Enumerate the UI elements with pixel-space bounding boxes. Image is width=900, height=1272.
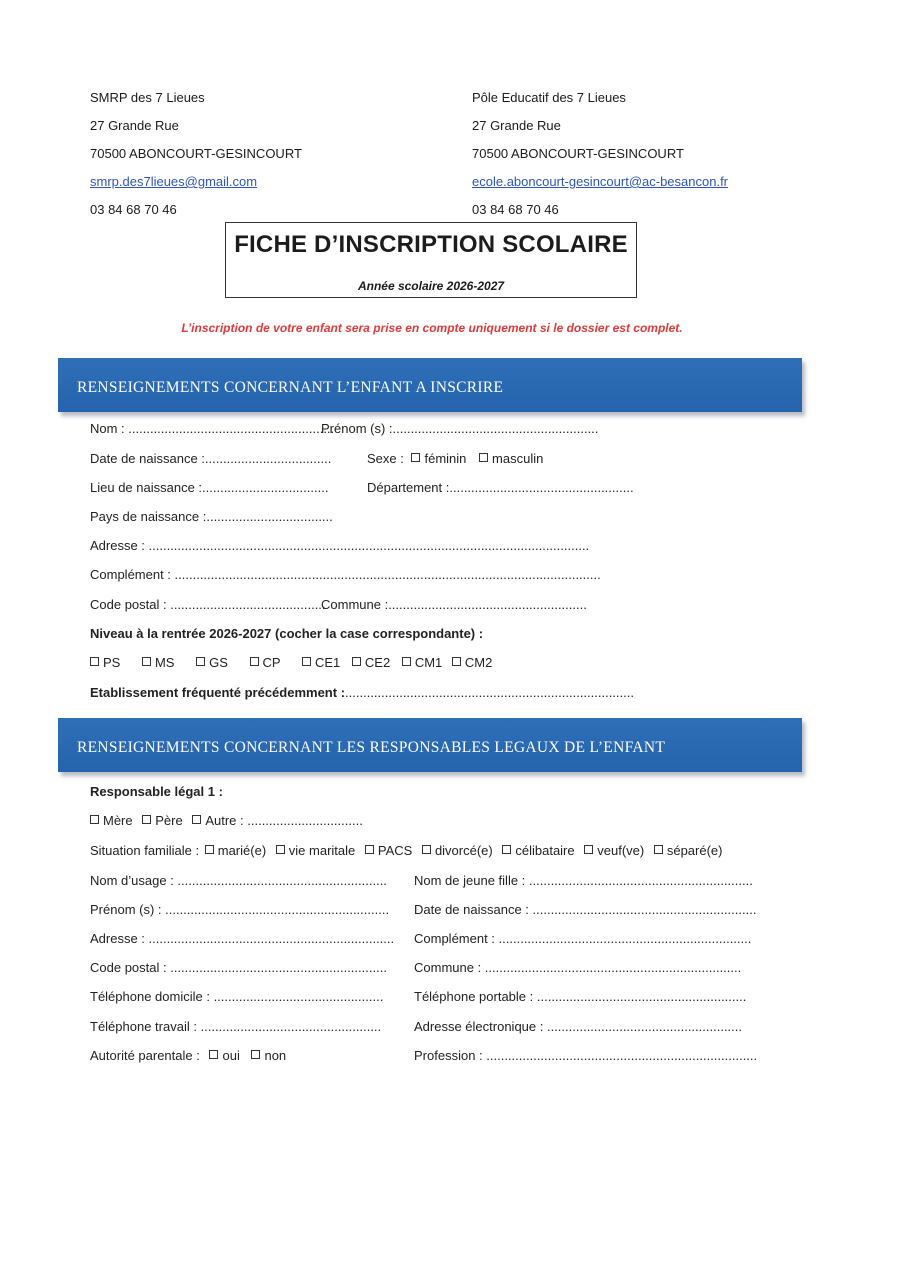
checkbox-ms[interactable] <box>142 657 151 666</box>
guardian-profession-field[interactable]: Profession : ........................................................................... <box>414 1048 758 1063</box>
child-prenom-field[interactable]: Prénom (s) :......................................................... <box>321 421 599 436</box>
relation-autre: Autre : ................................ <box>205 813 363 828</box>
checkbox-gs[interactable] <box>196 657 205 666</box>
level-cp: CP <box>262 655 281 670</box>
checkbox-cm1[interactable] <box>402 657 411 666</box>
checkbox-vie-maritale[interactable] <box>276 845 285 854</box>
checkbox-autre[interactable] <box>192 815 201 824</box>
status-divorce: divorcé(e) <box>434 843 493 858</box>
guardian-birthdate-field[interactable]: Date de naissance : .............................................................. <box>414 902 757 917</box>
child-commune-field[interactable]: Commune :....................................................... <box>321 597 587 612</box>
page-title: FICHE D’INSCRIPTION SCOLAIRE <box>234 231 628 258</box>
family-status-label: Situation familiale : <box>90 843 200 858</box>
checkbox-masculin[interactable] <box>479 453 488 462</box>
child-birthplace-field[interactable]: Lieu de naissance :................................... <box>90 480 329 495</box>
guardian-commune-field[interactable]: Commune : ....................................................................... <box>414 960 742 975</box>
checkbox-pere[interactable] <box>142 815 151 824</box>
school-year: Année scolaire 2026-2027 <box>357 279 505 293</box>
previous-school-field[interactable] <box>90 685 634 700</box>
previous-school-label: Etablissement fréquenté précédemment : <box>90 685 346 700</box>
parental-authority-label: Autorité parentale : <box>90 1048 200 1063</box>
guardian-postcode-field[interactable]: Code postal : ............................................................ <box>90 960 387 975</box>
checkbox-ce1[interactable] <box>302 657 311 666</box>
status-pacs: PACS <box>377 843 413 858</box>
checkbox-cm2[interactable] <box>452 657 461 666</box>
child-department-field[interactable]: Département :................................................... <box>367 480 634 495</box>
authority-non: non <box>264 1048 287 1063</box>
level-ce2: CE2 <box>364 655 391 670</box>
section-child-heading: RENSEIGNEMENTS CONCERNANT L’ENFANT A INSCRIRE <box>77 379 504 396</box>
level-options <box>90 655 492 670</box>
checkbox-ce2[interactable] <box>352 657 361 666</box>
left-org-name: SMRP des 7 Lieues <box>90 90 205 105</box>
level-cm2: CM2 <box>464 655 493 670</box>
child-birthdate-field[interactable]: Date de naissance :................................... <box>90 451 332 466</box>
level-ce1: CE1 <box>314 655 341 670</box>
relation-options <box>90 813 363 828</box>
left-street: 27 Grande Rue <box>90 118 179 133</box>
guardian-address-field[interactable]: Adresse : .................................................................... <box>90 931 395 946</box>
checkbox-veuf[interactable] <box>584 845 593 854</box>
sex-label: Sexe : <box>367 451 404 466</box>
right-street: 27 Grande Rue <box>472 118 561 133</box>
sex-f-label: féminin <box>424 451 467 466</box>
level-label: Niveau à la rentrée 2026-2027 (cocher la case correspondante) : <box>90 626 484 641</box>
child-complement-field[interactable]: Complément : ...................................................................................................................... <box>90 567 601 582</box>
guardian-complement-field[interactable]: Complément : ...................................................................... <box>414 931 752 946</box>
title-box <box>225 222 637 298</box>
guardian-usage-name-field[interactable]: Nom d’usage : .......................................................... <box>90 873 387 888</box>
checkbox-divorce[interactable] <box>422 845 431 854</box>
checkbox-marie[interactable] <box>205 845 214 854</box>
guardian-email-field[interactable]: Adresse électronique : ...................................................... <box>414 1019 743 1034</box>
completeness-notice: L’inscription de votre enfant sera prise en compte uniquement si le dossier est complet. <box>181 321 683 335</box>
level-ms: MS <box>154 655 175 670</box>
guardian-mobile-phone-field[interactable]: Téléphone portable : .......................................................... <box>414 989 747 1004</box>
sex-m-label: masculin <box>492 451 544 466</box>
guardian-home-phone-field[interactable]: Téléphone domicile : ............................................... <box>90 989 384 1004</box>
level-ps: PS <box>103 655 121 670</box>
authority-oui: oui <box>222 1048 240 1063</box>
checkbox-oui[interactable] <box>209 1050 218 1059</box>
level-gs: GS <box>209 655 228 670</box>
relation-pere: Père <box>155 813 183 828</box>
level-cm1: CM1 <box>414 655 443 670</box>
section-guardians-banner <box>58 718 802 772</box>
right-phone: 03 84 68 70 46 <box>472 202 559 217</box>
parental-authority-group <box>90 1048 286 1063</box>
status-separe: séparé(e) <box>666 843 723 858</box>
checkbox-ps[interactable] <box>90 657 99 666</box>
child-birthcountry-field[interactable]: Pays de naissance :................................... <box>90 509 333 524</box>
checkbox-feminin[interactable] <box>411 453 420 462</box>
checkbox-celibataire[interactable] <box>502 845 511 854</box>
guardian1-label: Responsable légal 1 : <box>90 784 223 799</box>
family-status-options <box>90 843 722 858</box>
guardian-prenom-field[interactable]: Prénom (s) : .............................................................. <box>90 902 390 917</box>
right-city: 70500 ABONCOURT-GESINCOURT <box>472 146 684 161</box>
left-phone: 03 84 68 70 46 <box>90 202 177 217</box>
checkbox-mere[interactable] <box>90 815 99 824</box>
guardian-maiden-name-field[interactable]: Nom de jeune fille : .............................................................. <box>414 873 753 888</box>
child-sex-group <box>367 451 543 466</box>
child-address-field[interactable]: Adresse : .......................................................................................................................... <box>90 538 590 553</box>
status-vie-maritale: vie maritale <box>288 843 356 858</box>
guardian-work-phone-field[interactable]: Téléphone travail : .................................................. <box>90 1019 382 1034</box>
checkbox-separe[interactable] <box>654 845 663 854</box>
status-celibataire: célibataire <box>515 843 575 858</box>
status-marie: marié(e) <box>217 843 267 858</box>
checkbox-pacs[interactable] <box>365 845 374 854</box>
checkbox-non[interactable] <box>251 1050 260 1059</box>
section-child-banner <box>58 358 802 412</box>
right-org-name: Pôle Educatif des 7 Lieues <box>472 90 626 105</box>
section-guardians-heading: RENSEIGNEMENTS CONCERNANT LES RESPONSABLES LEGAUX DE L’ENFANT <box>77 739 666 756</box>
left-city: 70500 ABONCOURT-GESINCOURT <box>90 146 302 161</box>
child-nom-field[interactable]: Nom : ......................................................... <box>90 421 335 436</box>
left-email-link[interactable]: smrp.des7lieues@gmail.com <box>90 174 258 189</box>
right-email-link[interactable]: ecole.aboncourt-gesincourt@ac-besancon.fr <box>472 174 729 189</box>
checkbox-cp[interactable] <box>250 657 259 666</box>
previous-school-dots: ................................................................................ <box>345 685 634 700</box>
child-postcode-field[interactable]: Code postal : ........................................... <box>90 597 326 612</box>
status-veuf: veuf(ve) <box>597 843 645 858</box>
relation-mere: Mère <box>103 813 133 828</box>
